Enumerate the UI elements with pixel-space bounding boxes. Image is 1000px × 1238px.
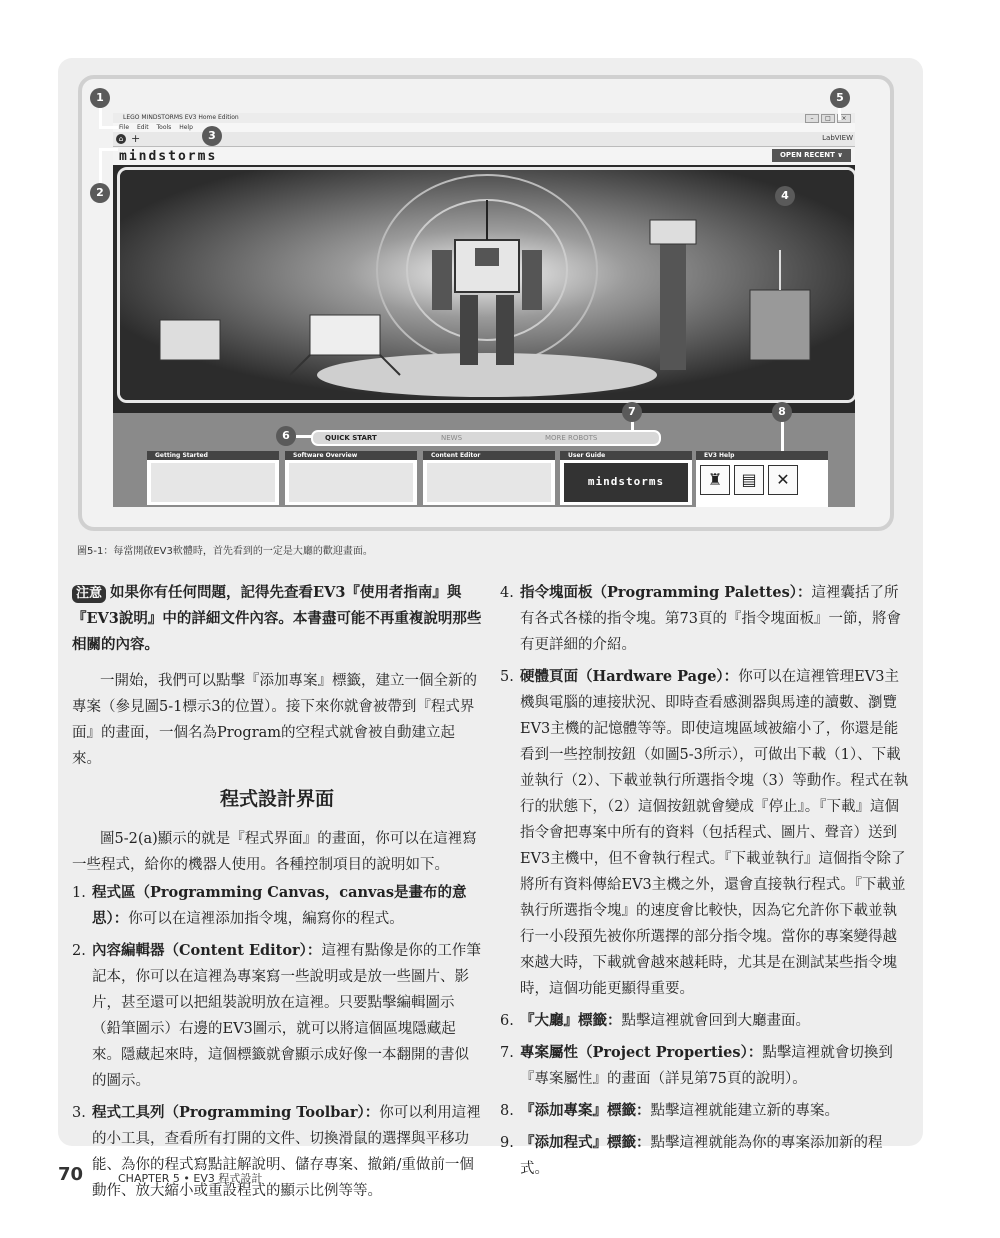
callout-line-1 — [99, 108, 102, 126]
menu-edit: Edit — [136, 124, 149, 131]
open-recent-button: OPEN RECENT ∨ — [772, 149, 851, 162]
page-number: 70 — [58, 1164, 84, 1185]
callout-line-6 — [296, 435, 312, 438]
robots-illustration — [120, 170, 854, 400]
callout-7: 7 — [622, 402, 642, 422]
software-screenshot — [113, 113, 855, 507]
intro-paragraph: 一開始，我們可以點擊『添加專案』標籤，建立一個全新的專案（參見圖5-1標示3的位置）。接下來你就會被帶到『程式界面』的畫面，一個名為Program的空程式就會被自動建立起來。 — [72, 673, 477, 767]
list-item-2: 2. 內容編輯器（Content Editor）：這裡有點像是你的工作筆記本，你可以在這裡為專案寫一些說明或是放一些圖片、影片，甚至還可以把組裝說明放在這裡。只要點擊編輯圖示（鉛筆圖示）右邊的EV3圖示，就可以將這個區塊隱藏起來。隱藏起來時，這個標籤就會顯示成好像一本翻開的書似的圖示。 — [72, 942, 481, 1089]
list-item-7: 7. 專案屬性（Project Properties）：點擊這裡就會切換到『專案屬性』的畫面（詳見第75頁的說明）。 — [500, 1044, 893, 1087]
list-item-9: 9. 『添加程式』標籤：點擊這裡就能為你的專案添加新的程式。 — [500, 1134, 883, 1177]
callout-6: 6 — [276, 426, 296, 446]
add-project-icon: + — [131, 132, 141, 145]
window-titlebar — [113, 113, 855, 123]
callout-line-7 — [631, 421, 634, 431]
home-icon: ⌂ — [116, 134, 126, 144]
paragraph-2: 圖5-2(a)顯示的就是『程式界面』的畫面，你可以在這裡寫一些程式，給你的機器人使用。各種控制項目的說明如下。 — [72, 831, 477, 873]
menu-tools: Tools — [156, 124, 172, 131]
help-tools-icon: ✕ — [768, 465, 798, 495]
user-guide-logo: mindstorms — [587, 475, 665, 488]
card-software-overview: Software Overview — [285, 451, 417, 505]
callout-2: 2 — [90, 183, 110, 203]
callout-8: 8 — [772, 402, 792, 422]
tab-news: NEWS — [441, 434, 463, 442]
note-badge: 注意 — [72, 585, 106, 603]
tab-more-robots: MORE ROBOTS — [545, 434, 598, 442]
figure-caption: 圖5-1：每當開啟EV3軟體時，首先看到的一定是大廳的歡迎畫面。 — [77, 546, 373, 557]
list-item-6: 6. 『大廳』標籤：點擊這裡就會回到大廳畫面。 — [500, 1012, 810, 1029]
right-column — [500, 580, 910, 1182]
tab-bar — [113, 132, 855, 147]
note-block — [72, 580, 482, 658]
callout-3: 3 — [202, 126, 222, 146]
list-item-4: 4. 指令塊面板（Programming Palettes）：這裡囊括了所有各式各樣的指令塊。第73頁的『指令塊面板』一節，將會有更詳細的介紹。 — [500, 584, 901, 653]
card-getting-started: Getting Started — [147, 451, 279, 505]
lobby-bottom-pane — [113, 413, 855, 507]
lobby-tab-bar — [311, 430, 661, 446]
callout-line-2b — [99, 148, 118, 151]
card-content-editor: Content Editor — [423, 451, 555, 505]
menu-file: File — [119, 124, 130, 131]
window-title: LEGO MINDSTORMS EV3 Home Edition — [123, 114, 239, 121]
help-computer-icon: ▤ — [734, 465, 764, 495]
list-item-1: 1. 程式區（Programming Canvas，canvas是畫布的意思）：你可以在這裡添加指令塊，編寫你的程式。 — [72, 884, 467, 927]
callout-5: 5 — [830, 88, 850, 108]
labview-logo: LabVIEW — [822, 134, 853, 142]
section-heading: 程式設計界面 — [219, 788, 334, 810]
mindstorms-logo: mindstorms — [119, 149, 218, 164]
list-item-3: 3. 程式工具列（Programming Toolbar）：你可以利用這裡的小工具，查看所有打開的文件、切換滑鼠的選擇與平移功能、為你的程式寫點註解說明、儲存專案、撤銷/重做前一個動作、放大縮小或重設程式的顯示比例等等。 — [72, 1104, 481, 1199]
brand-bar — [113, 147, 855, 165]
left-column — [72, 580, 482, 1204]
chapter-label: CHAPTER 5 • EV3 程式設計 — [118, 1172, 263, 1185]
menu-bar — [113, 123, 855, 132]
window-controls: – □ × — [805, 114, 851, 123]
callout-line-2 — [99, 148, 102, 184]
callout-1: 1 — [90, 88, 110, 108]
callout-line-8 — [781, 421, 784, 451]
list-item-5: 5. 硬體頁面（Hardware Page）：你可以在這裡管理EV3主機與電腦的連接狀況、即時查看感測器與馬達的讀數、瀏覽EV3主機的記憶體等等。即使這塊區域被縮小了，你還是能看到一些控制按鈕（如圖5-3所示），可做出下載（1）、下載並執行（2）、下載並執行所選指令塊（3）等動作。程式在執行的狀態下，（2）這個按鈕就會變成『停止』。『下載』這個指令會把專案中所有的資料（包括程式、圖片、聲音）送到EV3主機中，但不會執行程式。『下載並執行』這個指令除了將所有資料傳給EV3主機之外，還會直接執行程式。『下載並執行所選指令塊』的速度會比較快，因為它允許你下載並執行一小段預先被你所選擇的部分指令塊。當你的專案變得越來越大時，下載就會越來越耗時，尤其是在測試某些指令塊時，這個功能更顯得重要。 — [500, 668, 909, 997]
callout-line-1b — [99, 126, 118, 129]
callout-4: 4 — [775, 186, 795, 206]
tab-quick-start: QUICK START — [325, 434, 377, 442]
list-item-8: 8. 『添加專案』標籤：點擊這裡就能建立新的專案。 — [500, 1102, 839, 1119]
card-user-guide: User Guide mindstorms — [560, 451, 692, 505]
menu-help: Help — [179, 124, 193, 131]
card-ev3-help: EV3 Help ♜ ▤ ✕ — [696, 451, 828, 507]
lobby-hero-image — [117, 167, 855, 403]
note-text: 如果你有任何問題，記得先查看EV3『使用者指南』與『EV3說明』中的詳細文件內容。本書盡可能不再重複說明那些相關的內容。 — [72, 584, 482, 653]
help-robot-icon: ♜ — [700, 465, 730, 495]
